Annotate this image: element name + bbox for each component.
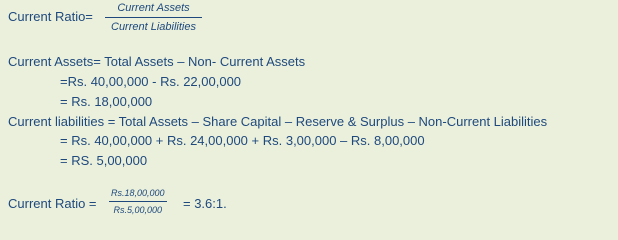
current-liabilities-result: = RS. 5,00,000 (60, 153, 148, 168)
result-numerator: Rs.18,00,000 (111, 188, 165, 198)
ratio-result-fraction (109, 188, 167, 216)
current-liabilities-step: = Rs. 40,00,000 + Rs. 24,00,000 + Rs. 3,00,000 – Rs. 8,00,000 (60, 133, 425, 148)
current-assets-definition: Current Assets= Total Assets – Non- Current Assets (8, 54, 306, 69)
ratio-result-label: Current Ratio = (8, 196, 97, 211)
formula-numerator: Current Assets (117, 2, 190, 14)
current-assets-result: = Rs. 18,00,000 (60, 94, 153, 109)
formula-denominator: Current Liabilities (111, 21, 196, 33)
result-denominator: Rs.5,00,000 (113, 205, 163, 215)
current-assets-step: =Rs. 40,00,000 - Rs. 22,00,000 (60, 74, 242, 89)
ratio-formula-label: Current Ratio= (8, 9, 93, 24)
ratio-formula-fraction (105, 2, 202, 34)
current-liabilities-definition: Current liabilities = Total Assets – Share Capital – Reserve & Surplus – Non-Current Liabilities (8, 114, 548, 129)
ratio-result-value: = 3.6:1. (183, 196, 227, 211)
